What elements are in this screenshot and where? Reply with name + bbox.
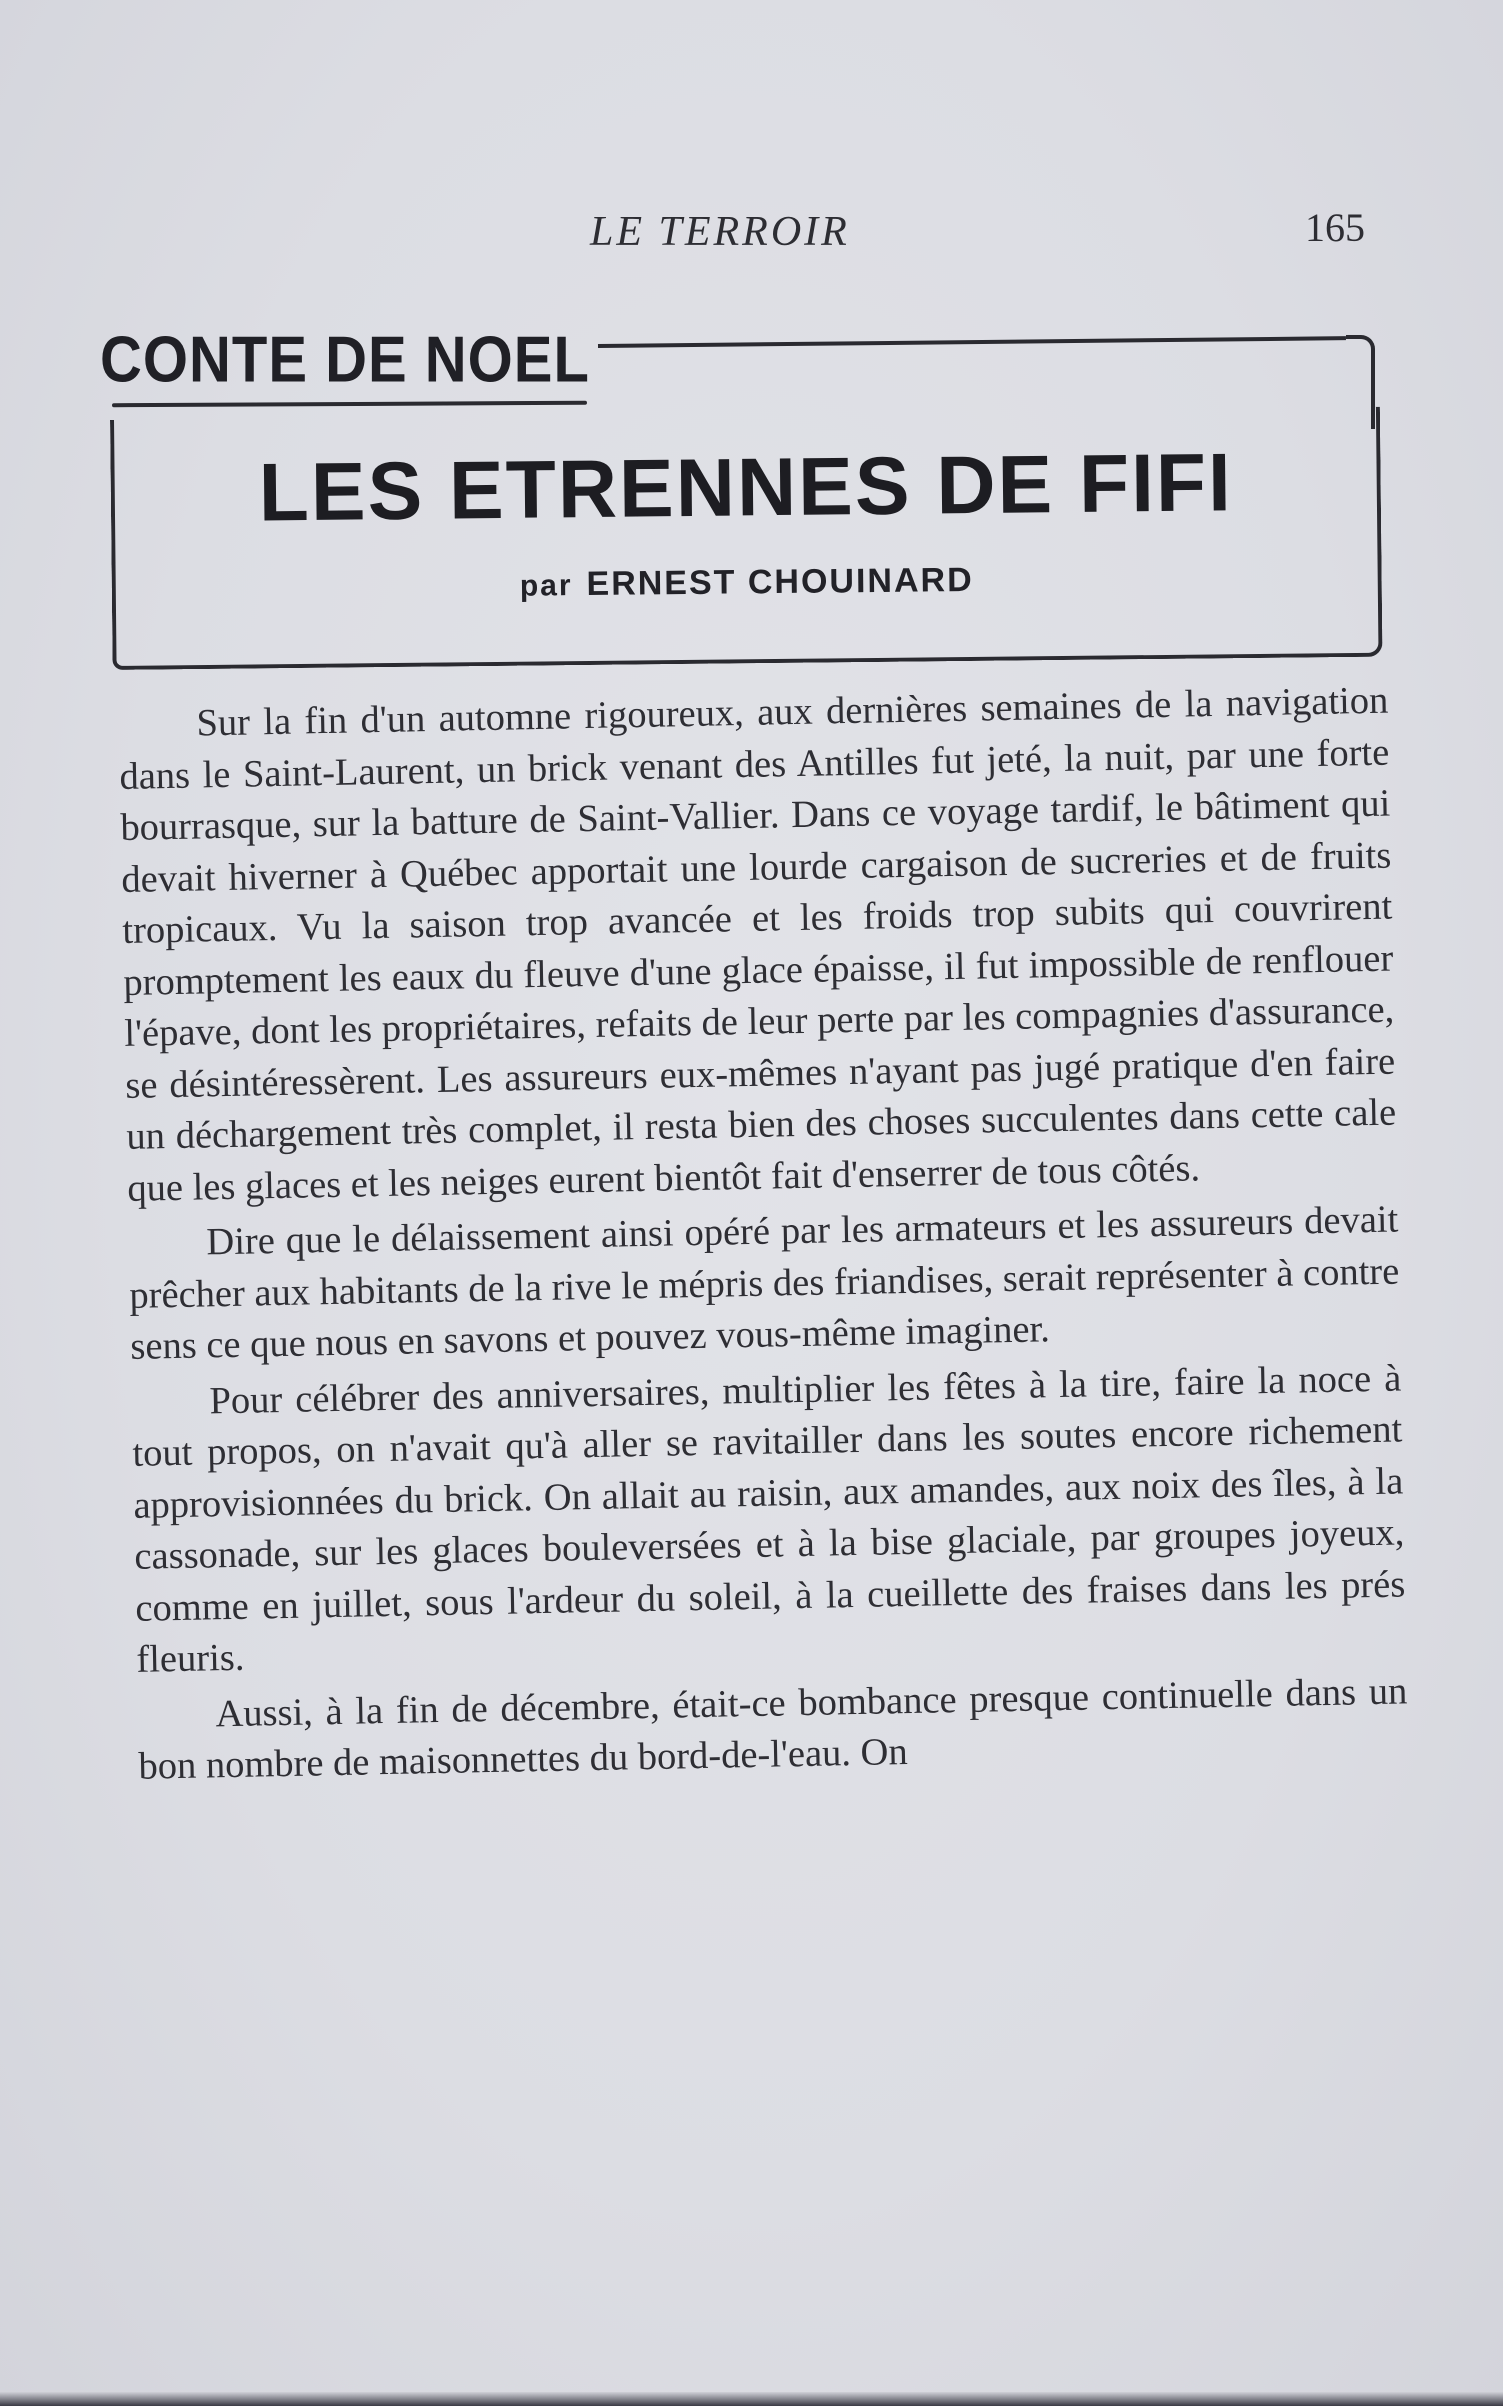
running-title: LE TERROIR	[590, 209, 850, 255]
paragraph: Aussi, à la fin de décembre, était-ce bombance presque continuelle dans un bon nombre de maisonnettes du bord-de-l'eau. On	[138, 1669, 1408, 1788]
story-title: LES ETRENNES DE FIFI	[258, 437, 1234, 539]
paragraph: Sur la fin d'un automne rigoureux, aux dernières semaines de la navigation dans le Saint-Laurent, un brick venant des Antilles fut jeté, la nuit, par une forte bourrasque, sur la batture de Saint-Vallier. Dans ce voyage tardif, le bâtiment qui devait hiverner à Québec apportait une lourde cargaison de sucreries et de fruits tropicaux. Vu la saison trop avancée et les froids trop subits qui couvrirent promptement les eaux du fleuve d'une glace épaisse, il fut impossible de renflouer l'épave, dont les propriétaires, refaits de leur perte par les compagnies d'assurance, se désintéressèrent. Les assureurs eux-mêmes n'ayant pas jugé pratique d'en faire un déchargement très complet, il resta bien des choses succulentes dans cette cale que les glaces et les neiges eurent bientôt fait d'enserrer de tous côtés.	[119, 679, 1397, 1210]
page-bottom-edge	[0, 2392, 1503, 2406]
paragraph: Dire que le délaissement ainsi opéré par les armateurs et les assureurs devait prêcher aux habitants de la rive le mépris des friandises, serait représenter à contre sens ce que nous en savons et pouvez vous-même imaginer.	[129, 1198, 1400, 1368]
title-box	[110, 407, 1383, 670]
section-label: CONTE DE NOEL	[100, 323, 590, 396]
body-text	[118, 676, 1409, 1798]
byline	[116, 557, 1378, 609]
paragraph: Pour célébrer des anniversaires, multiplier les fêtes à la tire, faire la noce à tout propos, on n'avait qu'à aller se ravitailler dans les soutes encore richement approvisionnées du brick. On allait au raisin, aux amandes, aux noix des îles, à la cassonade, sur les glaces bouleversées et à la bise glaciale, par groupes joyeux, comme en juillet, sous l'ardeur du soleil, à la cueillette des fraises dans les prés fleuris.	[132, 1356, 1406, 1681]
running-header	[0, 205, 1503, 268]
section-label-underline	[112, 401, 587, 407]
author-name: ERNEST CHOUINARD	[586, 560, 974, 604]
page-number: 165	[1305, 205, 1365, 250]
byline-prefix: par	[519, 569, 573, 603]
title-frame-top-rule	[598, 336, 1346, 348]
